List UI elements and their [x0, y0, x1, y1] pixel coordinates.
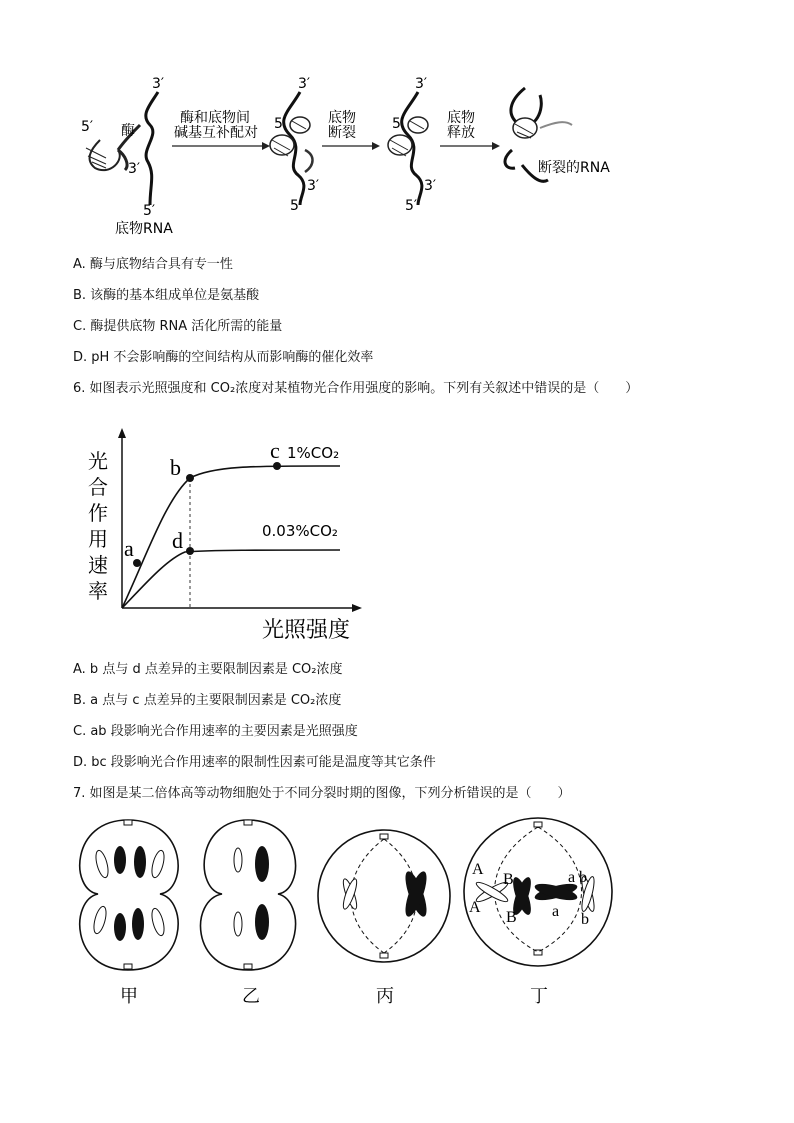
q5-option-b: B. 该酶的基本组成单位是氨基酸	[73, 288, 260, 303]
x-axis-label: 光照强度	[262, 618, 351, 643]
label-5prime-c: 5′	[274, 116, 287, 132]
step1-line1: 酶和底物间	[180, 110, 250, 126]
ding-letter-a2: a	[552, 903, 560, 920]
ding-letter-B2: B	[506, 909, 517, 926]
label-3prime-b: 3′	[128, 161, 141, 177]
point-b	[186, 474, 194, 482]
label-3prime-c: 3′	[298, 76, 311, 92]
point-label-a: a	[124, 536, 134, 561]
label-enzyme: 酶	[121, 123, 135, 139]
label-3prime-e: 3′	[415, 76, 428, 92]
q6-option-a: A. b 点与 d 点差异的主要限制因素是 CO₂浓度	[73, 662, 343, 677]
series-label-003pct: 0.03%CO₂	[262, 522, 338, 540]
label-3prime-f: 3′	[424, 178, 437, 194]
step3-line2: 释放	[447, 125, 475, 141]
label-5prime-a: 5′	[81, 119, 94, 135]
substrate-rna-strand	[146, 92, 158, 205]
label-substrate-rna: 底物RNA	[115, 221, 173, 237]
point-label-c: c	[270, 438, 280, 463]
q6-option-c: C. ab 段影响光合作用速率的主要因素是光照强度	[73, 724, 358, 739]
point-c	[273, 462, 281, 470]
point-a	[133, 559, 141, 567]
ding-letter-b1: b	[579, 869, 587, 886]
cell-label-ding: 丁	[530, 986, 548, 1007]
cell-label-yi: 乙	[242, 986, 260, 1007]
ding-letter-a1: a	[568, 869, 576, 886]
ding-letter-B1: B	[503, 871, 514, 888]
step2-line1: 底物	[328, 110, 356, 126]
y-axis-label: 光合作用速率	[88, 449, 108, 603]
series-line-003pct	[122, 550, 340, 608]
cell-division-figure	[0, 812, 794, 1012]
ding-letter-A2: A	[469, 899, 481, 916]
cell-bing	[318, 830, 450, 962]
ding-letter-A1: A	[472, 861, 484, 878]
cell-ding	[464, 818, 612, 966]
ding-letter-b2: b	[581, 911, 589, 928]
step2-line2: 断裂	[328, 125, 356, 141]
label-3prime-a: 3′	[152, 76, 165, 92]
cell-jia	[80, 820, 178, 970]
step1-line2: 碱基互补配对	[174, 125, 258, 141]
cell-label-bing: 丙	[376, 986, 394, 1007]
label-5prime-b: 5′	[143, 203, 156, 219]
cell-yi	[201, 820, 296, 970]
q7-stem: 7. 如图是某二倍体高等动物细胞处于不同分裂时期的图像，下列分析错误的是（ ）	[73, 786, 571, 801]
point-label-d: d	[172, 528, 183, 553]
point-label-b: b	[170, 455, 181, 480]
q6-stem: 6. 如图表示光照强度和 CO₂浓度对某植物光合作用强度的影响。下列有关叙述中错误的是（ ）	[73, 381, 639, 396]
label-5prime-e: 5′	[392, 116, 405, 132]
label-broken-rna: 断裂的RNA	[538, 160, 610, 176]
step3-line1: 底物	[447, 110, 475, 126]
q5-option-d: D. pH 不会影响酶的空间结构从而影响酶的催化效率	[73, 350, 374, 365]
point-d	[186, 547, 194, 555]
q5-option-c: C. 酶提供底物 RNA 活化所需的能量	[73, 319, 283, 334]
label-3prime-d: 3′	[307, 178, 320, 194]
label-5prime-f: 5′	[405, 198, 418, 214]
label-5prime-d: 5′	[290, 198, 303, 214]
cell-label-jia: 甲	[120, 986, 138, 1007]
q6-option-b: B. a 点与 c 点差异的主要限制因素是 CO₂浓度	[73, 693, 342, 708]
q5-option-a: A. 酶与底物结合具有专一性	[73, 257, 233, 272]
complex-shape-2	[388, 92, 428, 205]
series-label-1pct: 1%CO₂	[287, 444, 340, 462]
enzyme-diagram	[0, 0, 794, 250]
q6-option-d: D. bc 段影响光合作用速率的限制性因素可能是温度等其它条件	[73, 755, 436, 770]
photosynthesis-chart	[0, 420, 794, 670]
